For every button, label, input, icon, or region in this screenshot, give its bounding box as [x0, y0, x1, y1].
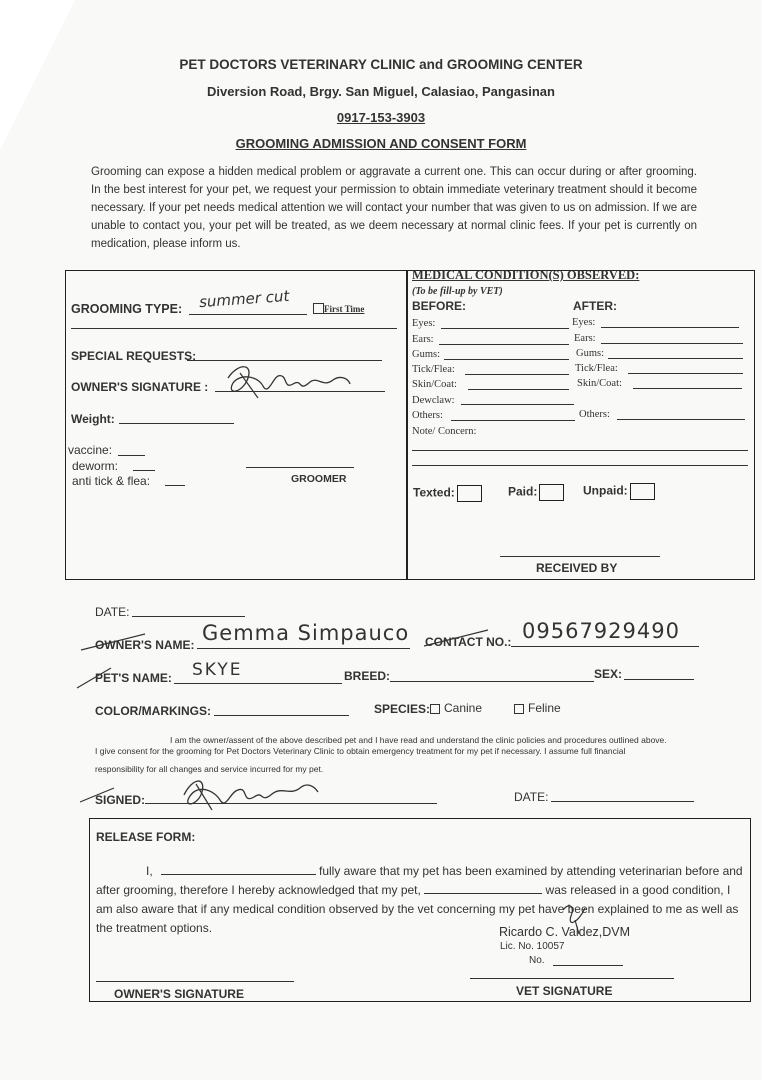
contact-no-line — [511, 646, 699, 647]
release-form-title: RELEASE FORM: — [96, 830, 196, 844]
date-label: DATE: — [95, 605, 130, 619]
unpaid-checkbox[interactable] — [630, 483, 655, 500]
release-part2: was released in a good condition, I am also aware that if any medical condition observed by the vet concerning my pet have been explained to me as well as the treatment options. — [96, 883, 739, 935]
release-paragraph — [96, 862, 746, 938]
before-ears-label: Ears: — [412, 334, 434, 345]
deworm-line[interactable] — [133, 470, 155, 471]
before-others-label: Others: — [412, 410, 443, 421]
medical-subtitle: (To be fill-up by VET) — [412, 286, 503, 297]
medical-title: MEDICAL CONDITION(S) OBSERVED: — [412, 268, 640, 282]
after-eyes-label: Eyes: — [572, 317, 596, 328]
species-feline-option[interactable] — [514, 701, 561, 715]
before-dewclaw-label: Dewclaw: — [412, 395, 455, 406]
owner-signature-label: OWNER'S SIGNATURE : — [71, 380, 209, 394]
sex-label: SEX: — [594, 667, 623, 681]
paid-checkbox[interactable] — [539, 484, 564, 501]
feline-checkbox[interactable] — [514, 704, 524, 714]
owner-name-strike — [79, 630, 149, 654]
before-eyes-line[interactable] — [441, 328, 569, 329]
special-requests-label: SPECIAL REQUESTS: — [71, 349, 197, 363]
paid-label: Paid: — [508, 484, 538, 499]
feline-label: Feline — [528, 701, 561, 715]
grooming-type-label: GROOMING TYPE: — [71, 302, 183, 316]
signed-date-line[interactable] — [551, 801, 694, 802]
clinic-name: PET DOCTORS VETERINARY CLINIC and GROOMING CENTER — [179, 57, 583, 72]
groomer-line[interactable] — [246, 467, 354, 468]
before-heading: BEFORE: — [412, 299, 466, 313]
unpaid-field — [583, 483, 655, 500]
grooming-type-value[interactable]: summer cut — [198, 286, 290, 312]
owner-name-line — [197, 648, 410, 649]
owner-signature-scribble — [218, 358, 358, 403]
after-tick-flea-label: Tick/Flea: — [575, 363, 618, 374]
before-tick-flea-label: Tick/Flea: — [412, 364, 455, 375]
texted-checkbox[interactable] — [457, 485, 482, 502]
box-divider — [406, 270, 408, 580]
after-ears-line[interactable] — [601, 343, 743, 344]
anti-tick-flea-label: anti tick & flea: — [72, 474, 151, 488]
consent-text-2: I give consent for the grooming for Pet Doctors Veterinary Clinic to obtain emergency treatment for my pet if necessary. I assume full financial — [95, 746, 626, 756]
clinic-phone: 0917-153-3903 — [336, 110, 426, 125]
canine-label: Canine — [444, 701, 483, 715]
groomer-label: GROOMER — [291, 473, 347, 485]
vet-ptr: No. — [529, 955, 545, 966]
release-i: I, — [146, 864, 153, 878]
before-tick-flea-line[interactable] — [465, 374, 569, 375]
vet-signature-line[interactable] — [470, 978, 674, 979]
vaccine-line[interactable] — [118, 455, 145, 456]
after-gums-line[interactable] — [608, 358, 743, 359]
unpaid-label: Unpaid: — [583, 483, 628, 498]
vet-ptr-line — [553, 965, 623, 966]
weight-label: Weight: — [71, 412, 115, 426]
species-label: SPECIES: — [374, 702, 431, 716]
deworm-label: deworm: — [72, 459, 119, 473]
before-skin-coat-label: Skin/Coat: — [412, 379, 457, 390]
note-line-1[interactable] — [412, 450, 748, 451]
texted-label: Texted: — [413, 485, 455, 500]
species-canine-option[interactable] — [430, 701, 482, 715]
pet-name-line — [174, 683, 342, 684]
grooming-type-line — [189, 314, 307, 315]
first-time-checkbox[interactable] — [313, 303, 324, 314]
signed-date-label: DATE: — [514, 790, 549, 804]
intro-paragraph: Grooming can expose a hidden medical problem or aggravate a current one. This can occur during or after grooming. In the best interest for your pet, we request your permission to obtain immediate veterinary treatment should it become necessary. If your pet needs medical attention we will contact your number that was given to us on admission. If we are unable to contact you, your pet will be treated, as we deem necessary at normal clinic fees. If your pet is currently on medication, please inform us. — [91, 166, 697, 250]
contact-strike — [422, 626, 492, 650]
clinic-address: Diversion Road, Brgy. San Miguel, Calasiao, Pangasinan — [207, 84, 555, 99]
contact-no-value[interactable]: 09567929490 — [522, 619, 680, 643]
signed-signature-scribble — [172, 770, 322, 815]
release-name-blank[interactable] — [161, 863, 316, 875]
sex-line[interactable] — [624, 679, 694, 680]
owner-release-signature-line[interactable] — [96, 981, 294, 982]
owner-release-signature-label: OWNER'S SIGNATURE — [114, 987, 244, 1001]
note-line-2[interactable] — [412, 465, 748, 466]
weight-line[interactable] — [119, 423, 234, 424]
after-gums-label: Gums: — [576, 348, 605, 359]
canine-checkbox[interactable] — [430, 704, 440, 714]
signed-strike — [78, 784, 118, 806]
before-others-line[interactable] — [451, 420, 575, 421]
consent-text-3: responsibility for all changes and service incurred for my pet. — [95, 764, 324, 774]
paid-field — [508, 484, 564, 501]
pet-name-value[interactable]: SKYE — [192, 660, 243, 680]
after-skin-coat-line[interactable] — [633, 388, 742, 389]
vet-signature-label: VET SIGNATURE — [516, 984, 613, 998]
release-part1: fully aware that my pet has been examined by attending veterinarian before and after grooming, therefore I hereby acknowledged that my pet, — [96, 864, 743, 897]
note-concern-label: Note/ Concern: — [412, 426, 477, 437]
signed-label: SIGNED: — [95, 793, 146, 807]
vet-license: Lic. No. 10057 — [500, 941, 565, 952]
anti-tick-flea-line[interactable] — [165, 485, 185, 486]
received-by-label: RECEIVED BY — [536, 561, 618, 575]
after-eyes-line[interactable] — [601, 327, 739, 328]
consent-text-1: I am the owner/assent of the above described pet and I have read and understand the clinic policies and procedures outlined above. — [170, 735, 667, 745]
before-gums-label: Gums: — [412, 349, 441, 360]
vaccine-label: vaccine: — [68, 443, 113, 457]
vet-name: Ricardo C. Valdez,DVM — [499, 925, 631, 939]
grooming-box — [65, 270, 755, 580]
owner-name-value[interactable]: Gemma Simpauco — [202, 621, 410, 645]
owner-name-label: OWNER'S NAME: — [95, 638, 195, 652]
after-others-label: Others: — [579, 409, 610, 420]
after-heading: AFTER: — [573, 299, 617, 313]
after-ears-label: Ears: — [574, 333, 596, 344]
before-skin-coat-line[interactable] — [468, 389, 569, 390]
contact-no-label: CONTACT NO.: — [425, 635, 512, 649]
color-markings-label: COLOR/MARKINGS: — [95, 704, 211, 718]
after-tick-flea-line[interactable] — [628, 373, 743, 374]
date-line[interactable] — [132, 616, 245, 617]
before-dewclaw-line[interactable] — [461, 404, 574, 405]
form-title: GROOMING ADMISSION AND CONSENT FORM — [235, 136, 527, 151]
before-eyes-label: Eyes: — [412, 318, 436, 329]
first-time-label: First Time — [324, 304, 365, 314]
received-by-line[interactable] — [500, 556, 660, 557]
breed-label: BREED: — [344, 669, 391, 683]
breed-line[interactable] — [390, 681, 594, 682]
texted-field — [413, 485, 482, 502]
after-skin-coat-label: Skin/Coat: — [577, 378, 622, 389]
after-others-line[interactable] — [617, 419, 745, 420]
color-markings-line[interactable] — [214, 715, 349, 716]
before-ears-line[interactable] — [439, 344, 569, 345]
page-corner-fold — [0, 0, 75, 150]
pet-name-label: PET'S NAME: — [95, 671, 172, 685]
pet-name-strike — [75, 664, 115, 692]
before-gums-line[interactable] — [444, 359, 569, 360]
release-pet-blank[interactable] — [424, 882, 542, 894]
grooming-type-line-2 — [71, 328, 397, 329]
